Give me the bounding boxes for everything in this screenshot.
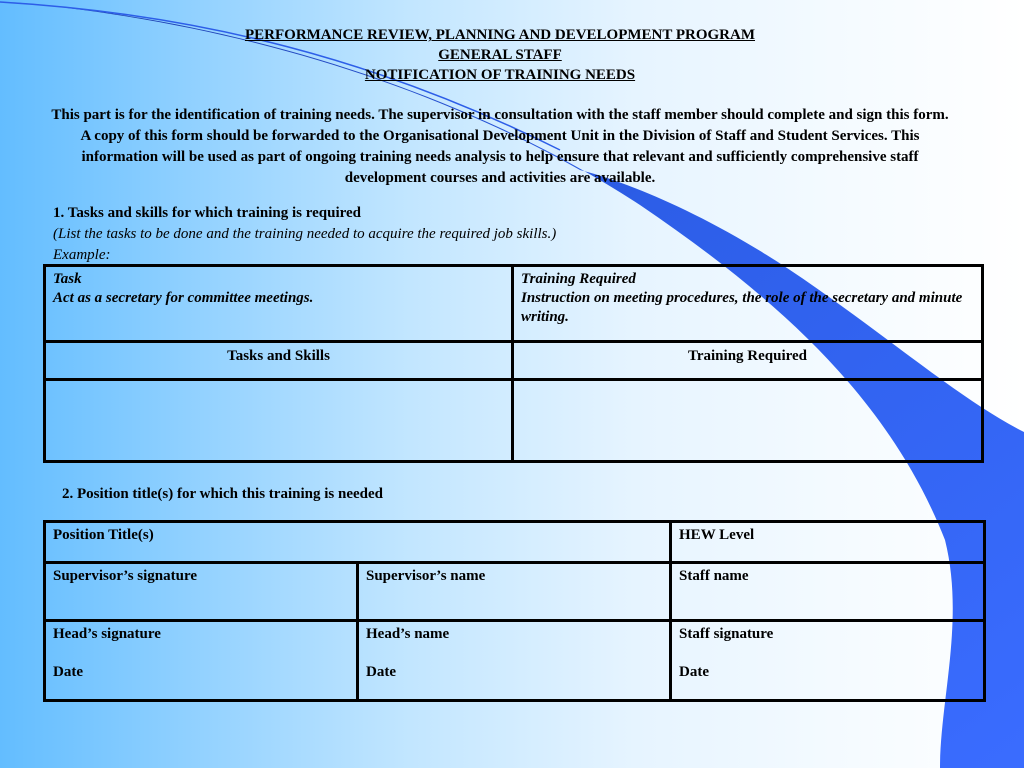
example-training-label: Training Required [521, 271, 636, 287]
tasks-training-table [43, 264, 984, 463]
supervisor-name-label: Supervisor’s name [366, 568, 486, 584]
head-signature-cell[interactable] [45, 621, 358, 701]
head-signature-label: Head’s signature [53, 626, 161, 642]
title-line-1: PERFORMANCE REVIEW, PLANNING AND DEVELOPMENT PROGRAM [244, 27, 756, 43]
section-1-instruction: (List the tasks to be done and the training needed to acquire the required job skills.) [53, 226, 557, 242]
staff-name-cell[interactable] [671, 563, 985, 621]
training-entry-cell[interactable] [513, 380, 983, 462]
column-header-tasks: Tasks and Skills [45, 342, 513, 380]
staff-signature-cell[interactable] [671, 621, 985, 701]
position-signature-table [43, 520, 986, 702]
document-title [0, 25, 1000, 85]
example-task-text: Act as a secretary for committee meetings. [53, 290, 314, 306]
supervisor-row [45, 563, 985, 621]
example-training-cell [513, 266, 983, 342]
staff-date-label: Date [679, 664, 710, 680]
entry-row [45, 380, 983, 462]
tasks-entry-cell[interactable] [45, 380, 513, 462]
title-line-3: NOTIFICATION OF TRAINING NEEDS [364, 67, 636, 83]
hew-level-cell[interactable] [671, 522, 985, 563]
position-title-cell[interactable] [45, 522, 671, 563]
section-1-heading: 1. Tasks and skills for which training is required [53, 205, 362, 221]
section-1-header [53, 203, 556, 266]
example-row [45, 266, 983, 342]
head-row [45, 621, 985, 701]
intro-paragraph: This part is for the identification of training needs. The supervisor in consultation with the staff member should complete and sign this form. A copy of this form should be forwarded to the Organisational Development Unit in the Division of Staff and Student Services. This information will be used as part of ongoing training needs analysis to help ensure that relevant and sufficiently comprehensive staff development courses and activities are available. [51, 107, 949, 186]
head-name-label: Head’s name [366, 626, 450, 642]
head-name-date-label: Date [366, 664, 396, 680]
staff-name-label: Staff name [679, 568, 749, 584]
example-task-cell [45, 266, 513, 342]
supervisor-signature-label: Supervisor’s signature [53, 568, 198, 584]
column-header-training: Training Required [513, 342, 983, 380]
head-name-cell[interactable] [358, 621, 671, 701]
column-header-row [45, 342, 983, 380]
head-date-label: Date [53, 664, 83, 680]
supervisor-signature-cell[interactable] [45, 563, 358, 621]
example-task-label: Task [53, 271, 82, 287]
position-row [45, 522, 985, 563]
staff-signature-label: Staff signature [679, 626, 774, 642]
hew-level-label: HEW Level [679, 527, 755, 543]
title-line-2: GENERAL STAFF [438, 47, 562, 63]
example-label: Example: [53, 247, 111, 263]
position-title-label: Position Title(s) [53, 527, 154, 543]
supervisor-name-cell[interactable] [358, 563, 671, 621]
section-2-heading: 2. Position title(s) for which this training is needed [62, 486, 383, 502]
example-training-text: Instruction on meeting procedures, the role of the secretary and minute writing. [521, 290, 963, 325]
